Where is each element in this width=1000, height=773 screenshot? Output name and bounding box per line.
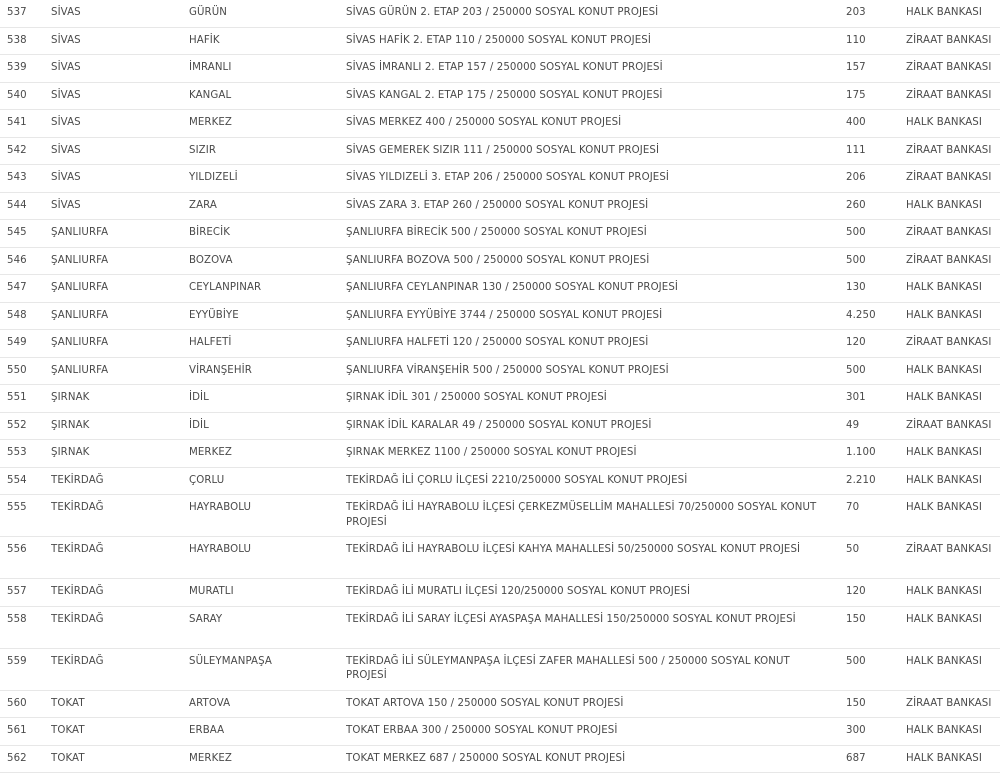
bank-cell: ZİRAAT BANKASI <box>906 544 992 555</box>
table-row <box>0 357 1000 385</box>
row-number: 560 <box>7 697 27 709</box>
district-cell: MURATLI <box>189 586 234 597</box>
housing-count-cell: 150 <box>846 697 866 709</box>
row-number: 540 <box>7 89 27 101</box>
province-cell: ŞANLIURFA <box>51 227 109 238</box>
bank-cell: HALK BANKASI <box>906 447 982 458</box>
row-number: 552 <box>7 419 27 431</box>
table-row <box>0 579 1000 607</box>
housing-count-cell: 50 <box>846 544 860 555</box>
table-row <box>0 137 1000 165</box>
district-cell: GÜRÜN <box>189 7 228 18</box>
table-row <box>0 495 1000 537</box>
table-row <box>0 412 1000 440</box>
bank-cell: ZİRAAT BANKASI <box>906 419 992 431</box>
housing-count-cell: 260 <box>846 199 866 211</box>
project-name-cell: ŞIRNAK İDİL 301 / 250000 SOSYAL KONUT PROJESİ <box>346 392 607 403</box>
project-name-cell: ŞIRNAK MERKEZ 1100 / 250000 SOSYAL KONUT PROJESİ <box>346 447 637 458</box>
district-cell: KANGAL <box>189 89 232 101</box>
bank-cell: ZİRAAT BANKASI <box>906 144 992 156</box>
housing-count-cell: 206 <box>846 172 866 183</box>
province-cell: ŞIRNAK <box>51 419 90 431</box>
row-number: 538 <box>7 34 27 46</box>
housing-count-cell: 4.250 <box>846 309 876 321</box>
row-number: 542 <box>7 144 27 156</box>
project-name-cell: ŞANLIURFA VİRANŞEHİR 500 / 250000 SOSYAL KONUT PROJESİ <box>346 364 669 376</box>
housing-count-cell: 130 <box>846 282 866 293</box>
project-name-cell: SİVAS İMRANLI 2. ETAP 157 / 250000 SOSYAL KONUT PROJESİ <box>346 62 663 73</box>
table-row <box>0 690 1000 718</box>
district-cell: HAYRABOLU <box>189 502 252 513</box>
province-cell: SİVAS <box>51 117 81 128</box>
bank-cell: HALK BANKASI <box>906 282 982 293</box>
table-row <box>0 275 1000 303</box>
project-name-cell: ŞANLIURFA CEYLANPINAR 130 / 250000 SOSYAL KONUT PROJESİ <box>346 282 678 293</box>
district-cell: YILDIZELİ <box>189 172 238 183</box>
bank-cell: HALK BANKASI <box>906 613 982 625</box>
project-name-cell: TEKİRDAĞ İLİ HAYRABOLU İLÇESİ ÇERKEZMÜSELLİM MAHALLESİ 70/250000 SOSYAL KONUT PROJESİ <box>346 502 817 528</box>
project-name-cell: ŞANLIURFA BOZOVA 500 / 250000 SOSYAL KONUT PROJESİ <box>346 254 650 266</box>
table-row <box>0 648 1000 690</box>
row-number: 541 <box>7 117 27 128</box>
project-name-cell: ŞANLIURFA BİRECİK 500 / 250000 SOSYAL KONUT PROJESİ <box>346 227 647 238</box>
province-cell: SİVAS <box>51 89 81 101</box>
housing-count-cell: 110 <box>846 34 866 46</box>
table-row <box>0 247 1000 275</box>
bank-cell: ZİRAAT BANKASI <box>906 62 992 73</box>
table-row <box>0 82 1000 110</box>
project-name-cell: SİVAS GEMEREK SIZIR 111 / 250000 SOSYAL KONUT PROJESİ <box>346 144 660 156</box>
district-cell: HALFETİ <box>189 337 232 348</box>
province-cell: SİVAS <box>51 172 81 183</box>
housing-count-cell: 500 <box>846 227 866 238</box>
province-cell: ŞANLIURFA <box>51 364 109 376</box>
project-name-cell: SİVAS MERKEZ 400 / 250000 SOSYAL KONUT PROJESİ <box>346 117 622 128</box>
province-cell: SİVAS <box>51 34 81 46</box>
province-cell: TEKİRDAĞ <box>51 502 104 513</box>
housing-count-cell: 687 <box>846 752 866 764</box>
province-cell: SİVAS <box>51 62 81 73</box>
district-cell: SIZIR <box>189 144 217 156</box>
project-name-cell: TEKİRDAĞ İLİ SARAY İLÇESİ AYASPAŞA MAHALLESİ 150/250000 SOSYAL KONUT PROJESİ <box>346 613 796 625</box>
project-name-cell: SİVAS ZARA 3. ETAP 260 / 250000 SOSYAL KONUT PROJESİ <box>346 199 649 211</box>
province-cell: ŞANLIURFA <box>51 309 109 321</box>
table-row <box>0 330 1000 358</box>
province-cell: ŞANLIURFA <box>51 282 109 293</box>
district-cell: ERBAA <box>189 725 225 736</box>
row-number: 554 <box>7 474 27 486</box>
housing-count-cell: 400 <box>846 117 866 128</box>
row-number: 550 <box>7 364 27 376</box>
project-name-cell: TEKİRDAĞ İLİ MURATLI İLÇESİ 120/250000 SOSYAL KONUT PROJESİ <box>346 586 691 597</box>
province-cell: TEKİRDAĞ <box>51 586 104 597</box>
row-number: 547 <box>7 282 27 293</box>
row-number: 549 <box>7 337 27 348</box>
district-cell: HAYRABOLU <box>189 544 252 555</box>
row-number: 544 <box>7 199 27 211</box>
row-number: 561 <box>7 725 27 736</box>
district-cell: MERKEZ <box>189 447 233 458</box>
table-row <box>0 537 1000 579</box>
district-cell: ÇORLU <box>189 474 225 486</box>
project-name-cell: SİVAS KANGAL 2. ETAP 175 / 250000 SOSYAL KONUT PROJESİ <box>346 89 663 101</box>
table-row <box>0 302 1000 330</box>
table-row <box>0 55 1000 83</box>
district-cell: MERKEZ <box>189 117 233 128</box>
province-cell: ŞIRNAK <box>51 447 90 458</box>
bank-cell: HALK BANKASI <box>906 392 982 403</box>
district-cell: SÜLEYMANPAŞA <box>189 655 272 667</box>
district-cell: HAFİK <box>189 34 220 46</box>
district-cell: BOZOVA <box>189 254 233 266</box>
row-number: 543 <box>7 172 27 183</box>
province-cell: TOKAT <box>51 697 85 709</box>
bank-cell: ZİRAAT BANKASI <box>906 89 992 101</box>
bank-cell: HALK BANKASI <box>906 655 982 667</box>
province-cell: ŞANLIURFA <box>51 337 109 348</box>
district-cell: İMRANLI <box>189 62 232 73</box>
bank-cell: HALK BANKASI <box>906 364 982 376</box>
housing-count-cell: 175 <box>846 89 866 101</box>
row-number: 545 <box>7 227 27 238</box>
project-name-cell: ŞIRNAK İDİL KARALAR 49 / 250000 SOSYAL KONUT PROJESİ <box>346 419 652 431</box>
province-cell: ŞIRNAK <box>51 392 90 403</box>
housing-count-cell: 120 <box>846 586 866 597</box>
project-name-cell: TOKAT ARTOVA 150 / 250000 SOSYAL KONUT PROJESİ <box>346 697 624 709</box>
housing-count-cell: 157 <box>846 62 866 73</box>
row-number: 559 <box>7 655 27 667</box>
district-cell: CEYLANPINAR <box>189 282 262 293</box>
table-row <box>0 440 1000 468</box>
bank-cell: HALK BANKASI <box>906 586 982 597</box>
table-row <box>0 192 1000 220</box>
housing-count-cell: 70 <box>846 502 860 513</box>
bank-cell: ZİRAAT BANKASI <box>906 227 992 238</box>
housing-count-cell: 49 <box>846 419 860 431</box>
bank-cell: ZİRAAT BANKASI <box>906 254 992 266</box>
table-row <box>0 606 1000 648</box>
project-name-cell: SİVAS YILDIZELİ 3. ETAP 206 / 250000 SOSYAL KONUT PROJESİ <box>346 172 670 183</box>
bank-cell: ZİRAAT BANKASI <box>906 697 992 709</box>
housing-count-cell: 500 <box>846 364 866 376</box>
housing-count-cell: 300 <box>846 725 866 736</box>
table-row <box>0 165 1000 193</box>
district-cell: İDİL <box>189 392 209 403</box>
housing-count-cell: 301 <box>846 392 866 403</box>
row-number: 556 <box>7 544 27 555</box>
housing-count-cell: 2.210 <box>846 474 876 486</box>
project-name-cell: SİVAS HAFİK 2. ETAP 110 / 250000 SOSYAL KONUT PROJESİ <box>346 34 651 46</box>
project-name-cell: ŞANLIURFA EYYÜBİYE 3744 / 250000 SOSYAL KONUT PROJESİ <box>346 309 663 321</box>
district-cell: VİRANŞEHİR <box>189 364 252 376</box>
bank-cell: HALK BANKASI <box>906 117 982 128</box>
bank-cell: HALK BANKASI <box>906 309 982 321</box>
project-name-cell: TEKİRDAĞ İLİ SÜLEYMANPAŞA İLÇESİ ZAFER MAHALLESİ 500 / 250000 SOSYAL KONUT PROJESİ <box>346 655 790 681</box>
housing-count-cell: 203 <box>846 7 866 18</box>
district-cell: ZARA <box>189 199 217 211</box>
project-name-cell: ŞANLIURFA HALFETİ 120 / 250000 SOSYAL KONUT PROJESİ <box>346 337 649 348</box>
bank-cell: HALK BANKASI <box>906 752 982 764</box>
table-row <box>0 0 1000 27</box>
province-cell: TOKAT <box>51 752 85 764</box>
row-number: 558 <box>7 613 27 625</box>
province-cell: SİVAS <box>51 144 81 156</box>
table-row <box>0 718 1000 746</box>
district-cell: BİRECİK <box>189 227 231 238</box>
row-number: 546 <box>7 254 27 266</box>
bank-cell: ZİRAAT BANKASI <box>906 337 992 348</box>
bank-cell: HALK BANKASI <box>906 502 982 513</box>
district-cell: MERKEZ <box>189 752 233 764</box>
district-cell: EYYÜBİYE <box>189 309 239 321</box>
housing-count-cell: 1.100 <box>846 447 876 458</box>
project-name-cell: TOKAT MERKEZ 687 / 250000 SOSYAL KONUT PROJESİ <box>346 752 626 764</box>
housing-count-cell: 150 <box>846 613 866 625</box>
row-number: 539 <box>7 62 27 73</box>
bank-cell: HALK BANKASI <box>906 7 982 18</box>
province-cell: SİVAS <box>51 199 81 211</box>
bank-cell: ZİRAAT BANKASI <box>906 172 992 183</box>
housing-count-cell: 120 <box>846 337 866 348</box>
row-number: 548 <box>7 309 27 321</box>
table-row <box>0 745 1000 773</box>
province-cell: TOKAT <box>51 725 85 736</box>
row-number: 553 <box>7 447 27 458</box>
province-cell: TEKİRDAĞ <box>51 474 104 486</box>
project-name-cell: TEKİRDAĞ İLİ HAYRABOLU İLÇESİ KAHYA MAHALLESİ 50/250000 SOSYAL KONUT PROJESİ <box>346 544 801 555</box>
bank-cell: ZİRAAT BANKASI <box>906 34 992 46</box>
table-row <box>0 467 1000 495</box>
row-number: 551 <box>7 392 27 403</box>
housing-count-cell: 500 <box>846 655 866 667</box>
district-cell: ARTOVA <box>189 697 231 709</box>
row-number: 562 <box>7 752 27 764</box>
province-cell: TEKİRDAĞ <box>51 613 104 625</box>
housing-count-cell: 111 <box>846 144 866 156</box>
district-cell: İDİL <box>189 419 209 431</box>
bank-cell: HALK BANKASI <box>906 199 982 211</box>
project-name-cell: SİVAS GÜRÜN 2. ETAP 203 / 250000 SOSYAL KONUT PROJESİ <box>346 7 659 18</box>
row-number: 557 <box>7 586 27 597</box>
district-cell: SARAY <box>189 613 223 625</box>
row-number: 555 <box>7 502 27 513</box>
province-cell: TEKİRDAĞ <box>51 655 104 667</box>
table-row <box>0 110 1000 138</box>
row-number: 537 <box>7 7 27 18</box>
province-cell: TEKİRDAĞ <box>51 544 104 555</box>
table-row <box>0 27 1000 55</box>
province-cell: ŞANLIURFA <box>51 254 109 266</box>
project-name-cell: TOKAT ERBAA 300 / 250000 SOSYAL KONUT PROJESİ <box>346 725 618 736</box>
project-name-cell: TEKİRDAĞ İLİ ÇORLU İLÇESİ 2210/250000 SOSYAL KONUT PROJESİ <box>346 474 688 486</box>
bank-cell: HALK BANKASI <box>906 725 982 736</box>
table-row <box>0 220 1000 248</box>
housing-count-cell: 500 <box>846 254 866 266</box>
table-row <box>0 385 1000 413</box>
bank-cell: HALK BANKASI <box>906 474 982 486</box>
province-cell: SİVAS <box>51 7 81 18</box>
